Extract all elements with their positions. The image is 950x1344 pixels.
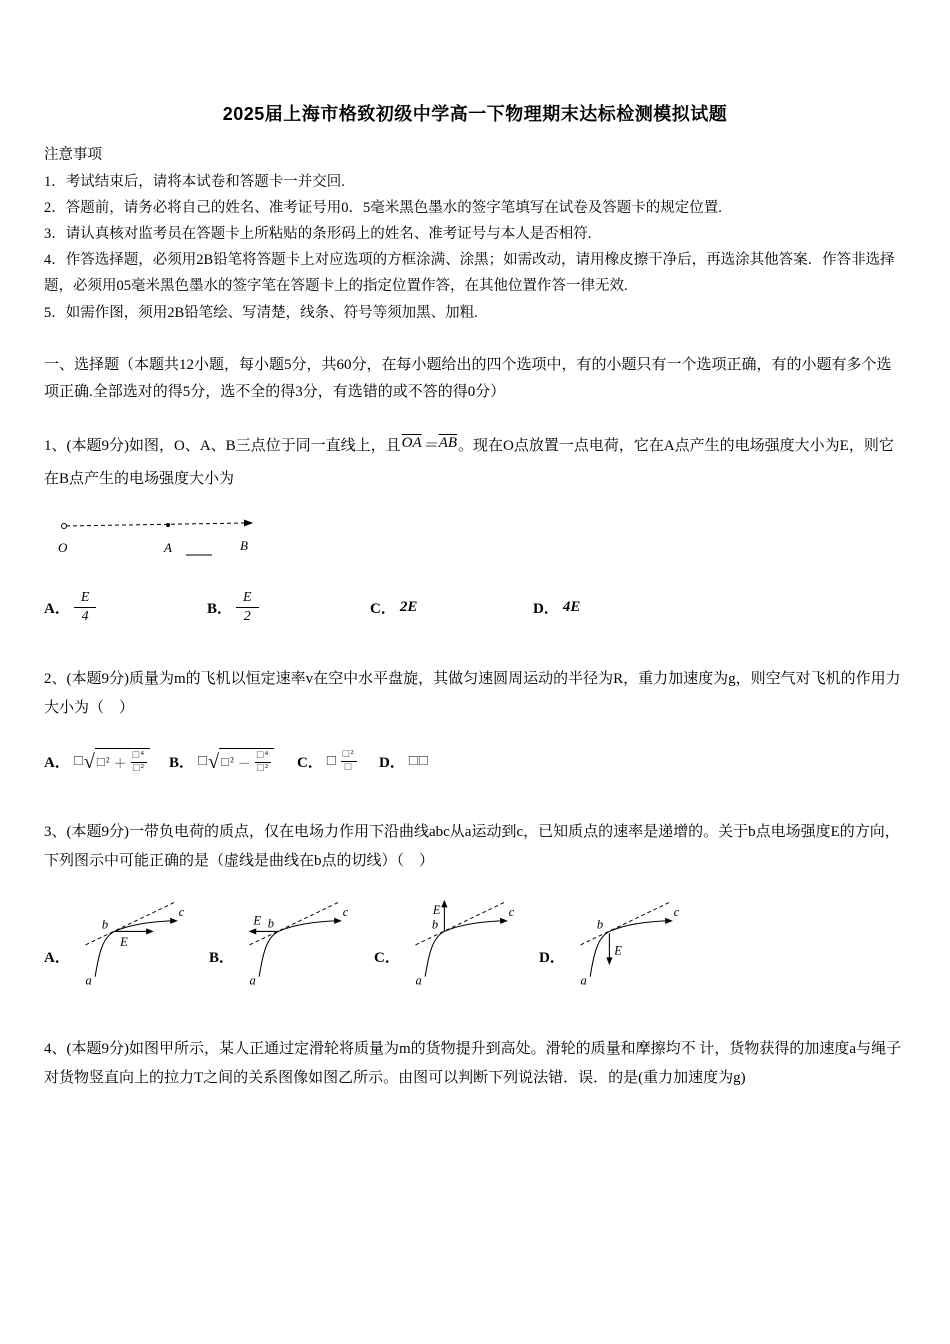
q3-option-d: D． a b c E xyxy=(539,893,704,991)
fig-label-a: a xyxy=(415,973,422,988)
q2-option-d: D． □□ xyxy=(379,752,429,771)
q1-label-b: B xyxy=(240,538,248,554)
fig-label-b: b xyxy=(431,917,438,932)
exam-title: 2025届上海市格致初级中学高一下物理期末达标检测模拟试题 xyxy=(222,104,728,124)
q3-option-c: C． a b c E xyxy=(374,893,539,991)
question-2 xyxy=(44,665,906,774)
q4-stem: 4、(本题9分)如图甲所示，某人正通过定滑轮将质量为m的货物提升到高处。滑轮的质量和摩擦均不 计，货物获得的加速度a与绳子对货物竖直向上的拉力T之间的关系图像如图乙所示。由图可以判断下列说法错．误．的是(重力加速度为g) xyxy=(44,1041,902,1086)
note-item-3: 3．请认真核对监考员在答题卡上所粘贴的条形码上的姓名、准考证号与本人是否相符. xyxy=(44,226,592,243)
q3-figure-d xyxy=(569,893,694,991)
q3-figure-c xyxy=(404,893,529,991)
fig-label-b: b xyxy=(101,917,108,932)
radicand: □² － □⁴ □² xyxy=(219,748,274,774)
note-item-2: 2．答题前，请务必将自己的姓名、准考证号用0．5毫米黑色墨水的签字笔填写在试卷及答题卡的规定位置. xyxy=(44,200,722,217)
fig-label-b: b xyxy=(267,917,275,932)
fig-label-e: E xyxy=(614,943,622,958)
q1-formula-eq: ＝ xyxy=(422,438,438,455)
q2-option-a: A． □ √ □² ＋ □⁴ □² xyxy=(44,748,169,774)
q3-stem: 3、(本题9分)一带负电荷的质点，仅在电场力作用下沿曲线abc从a运动到c，已知质点的速率是递增的。关于b点电场强度E的方向，下列图示中可能正确的是（虚线是曲线在b点的切线）（ ） xyxy=(44,824,900,869)
fig-label-c: c xyxy=(673,905,680,920)
fraction: $\frac{E}{4}$ xyxy=(74,590,97,625)
q1-option-d: D． 4E xyxy=(533,599,581,618)
q3-figure-b xyxy=(238,893,363,991)
fraction: $\frac{E}{2}$ xyxy=(236,590,259,625)
q1-formula-ab: $\overline{AB}$ xyxy=(438,435,458,452)
fig-label-e: E xyxy=(432,903,441,918)
small-fraction: □² □ xyxy=(342,748,355,773)
small-fraction: □⁴ □² xyxy=(256,749,270,774)
fig-label-a: a xyxy=(85,973,92,988)
q2-option-c: C． □ □² □ xyxy=(297,748,355,773)
fig-label-c: c xyxy=(178,905,185,920)
question-3 xyxy=(44,818,906,991)
q3-figure-a xyxy=(74,893,199,991)
radical-sign: √ xyxy=(83,751,95,774)
radicand: □² ＋ □⁴ □² xyxy=(95,748,150,774)
q1-label-a: A xyxy=(164,540,172,556)
note-item-1: 1．考试结束后，请将本试卷和答题卡一并交回. xyxy=(44,174,345,191)
fig-label-a: a xyxy=(249,973,256,988)
question-1 xyxy=(44,427,906,625)
note-item-5: 5．如需作图，须用2B铅笔绘、写清楚，线条、符号等须加黑、加粗. xyxy=(44,304,478,321)
q3-option-b: B． a b c E xyxy=(209,893,374,991)
section-1-heading: 一、选择题（本题共12小题，每小题5分，共60分，在每小题给出的四个选项中，有的小题只有一个选项正确，有的小题有多个选项正确.全部选对的得5分，选不全的得3分，有选错的或不答的得0分） xyxy=(44,356,892,401)
fig-label-b: b xyxy=(596,917,603,932)
q2-options xyxy=(44,748,906,774)
fig-label-a: a xyxy=(580,973,587,988)
q1-options xyxy=(44,590,906,625)
notes-section xyxy=(44,142,906,326)
q1-line-diagram xyxy=(48,510,288,562)
q1-formula-oa: $\overline{OA}$ xyxy=(401,435,422,452)
q1-label-o: O xyxy=(58,540,68,556)
q1-stem xyxy=(44,427,906,496)
fig-label-c: c xyxy=(508,905,515,920)
q1-option-a: A． $\frac{E}{4}$ xyxy=(44,590,207,625)
small-fraction: □⁴ □² xyxy=(132,749,146,774)
fig-label-e: E xyxy=(253,914,262,929)
fig-label-c: c xyxy=(342,905,349,920)
q1-stem-post: 。现在O点放置一点电荷，它在A点产生的电场强度大小为E，则它在B点产生的电场强度大小为 xyxy=(44,438,894,488)
q1-option-b: B． $\frac{E}{2}$ xyxy=(207,590,370,625)
fig-label-e: E xyxy=(119,935,128,950)
q2-stem: 2、(本题9分)质量为m的飞机以恒定速率v在空中水平盘旋，其做匀速圆周运动的半径为R，重力加速度为g，则空气对飞机的作用力大小为（ ） xyxy=(44,671,901,716)
q1-stem-pre: 1、(本题9分)如图，O、A、B三点位于同一直线上，且 xyxy=(44,438,401,455)
q1-option-c: C． 2E xyxy=(370,599,418,618)
radical-sign: √ xyxy=(208,751,220,774)
q3-option-a: A． a b c E xyxy=(44,893,209,991)
note-item-4: 4．作答选择题，必须用2B铅笔将答题卡上对应选项的方框涂满、涂黑；如需改动，请用橡皮擦干净后，再选涂其他答案．作答非选择题，必须用05毫米黑色墨水的签字笔在答题卡上的指定位置作答，在其他位置作答一律无效. xyxy=(44,252,895,295)
q3-figures xyxy=(44,893,906,991)
q2-option-b: B． □ √ □² － □⁴ □² xyxy=(169,748,297,774)
question-4 xyxy=(44,1035,906,1092)
notes-heading: 注意事项 xyxy=(44,147,102,163)
